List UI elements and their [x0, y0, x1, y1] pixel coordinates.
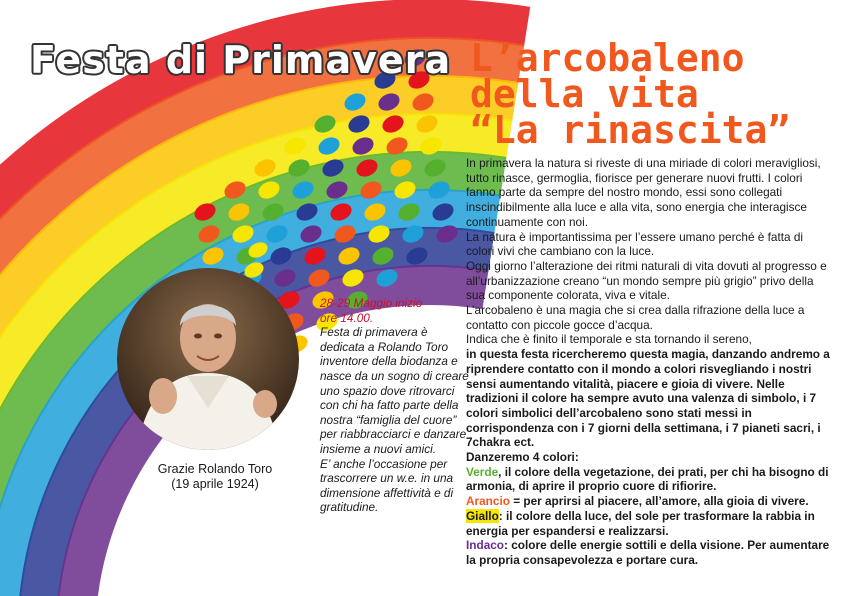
- event-time: ore 14.00.: [320, 310, 374, 325]
- subtitle-line-1: L’arcobaleno: [470, 36, 745, 80]
- event-date: 28-29 Maggio inizio: [320, 296, 423, 310]
- color-text-verde: , il colore della vegetazione, dei prati, per chi ha bisogno di armonia, di aprire il proprio cuore di rifiorire.: [466, 464, 829, 494]
- intro-paragraph-3: Oggi giorno l’alterazione dei ritmi naturali di vita dovuti al progresso e all’urbanizzazione creano “un mondo sempre più grigio” privo della sua componente colorata, viva e vitale.: [466, 258, 827, 303]
- subtitle-line-2: della vita: [470, 72, 699, 116]
- intro-paragraph-4: L’arcobaleno è una magia che si crea dalla rifrazione della luce a contatto con piccole gocce d’acqua.: [466, 303, 805, 332]
- caption-line-1: Grazie Rolando Toro: [157, 462, 273, 476]
- color-label-giallo: Giallo: [466, 508, 499, 523]
- intro-bold-paragraph: in questa festa ricercheremo questa magia, danzando andremo a riprendere contatto con il mondo a colori risvegliando i nostri sensi aumentando vitalità, piacere e gioia di vivere. Nelle tradizioni il colore ha sempre avuto una valenza di simbolo, i 7 colori simbolici dell’arcobaleno sono stati messi in corrispondenza con i 7 giorni della settimana, i 7 pianeti sacri, i 7chakra ect.: [466, 347, 830, 450]
- photo-caption: [140, 462, 290, 492]
- color-label-indaco: Indaco: [466, 538, 505, 553]
- subtitle-line-3: “La rinascita”: [470, 108, 791, 152]
- color-item-indaco: [466, 538, 832, 567]
- subtitle-block: [470, 36, 830, 152]
- main-text: [466, 156, 832, 568]
- color-text-giallo: : il colore della luce, del sole per trasformare la rabbia in energia per espandersi e realizzarsi.: [466, 508, 815, 538]
- event-description: Festa di primavera è dedicata a Rolando Toro inventore della biodanza e nasce da un sogno di creare uno spazio dove ritrovarci con chi ha fatto parte della nostra “famiglia del cuore” per riabbracciarci e danzare insieme a nuovi amici.: [320, 325, 469, 456]
- intro-paragraph-2: La natura è importantissima per l’essere umano perché è fatta di colori vivi che cambiano con la luce.: [466, 229, 804, 259]
- event-closing: E’ anche l’occasione per trascorrere un w.e. in una dimensione affettività e di gratitudine.: [320, 456, 454, 515]
- color-text-arancio: = per aprirsi al piacere, all’amore, alla gioia di vivere.: [509, 494, 809, 509]
- intro-paragraph-1: In primavera la natura si riveste di una miriade di colori meravigliosi, tutto rinasce, germoglia, fiorisce per generare nuovi frutti. I colori fanno parte da sempre del nostro mondo, essi sono collegati inscindibilmente alla luce e alla vita, sono energia che interagisce continuamente con noi.: [466, 156, 821, 229]
- color-label-arancio: Arancio: [466, 494, 510, 509]
- rolando-toro-photo: [117, 268, 299, 450]
- color-item-giallo: [466, 509, 832, 538]
- colors-heading: Danzeremo 4 colori:: [466, 450, 579, 465]
- color-item-arancio: [466, 494, 832, 509]
- intro-paragraph-5: Indica che è finito il temporale e sta tornando il sereno,: [466, 332, 752, 347]
- color-label-verde: Verde: [466, 464, 499, 479]
- page-title: Festa di Primavera: [30, 38, 452, 82]
- event-info: [320, 296, 470, 515]
- color-text-indaco: : colore delle energie sottili e della visione. Per aumentare la propria consapevolezza e portare cura.: [466, 538, 830, 567]
- caption-line-2: (19 aprile 1924): [171, 477, 259, 491]
- color-item-verde: [466, 465, 832, 494]
